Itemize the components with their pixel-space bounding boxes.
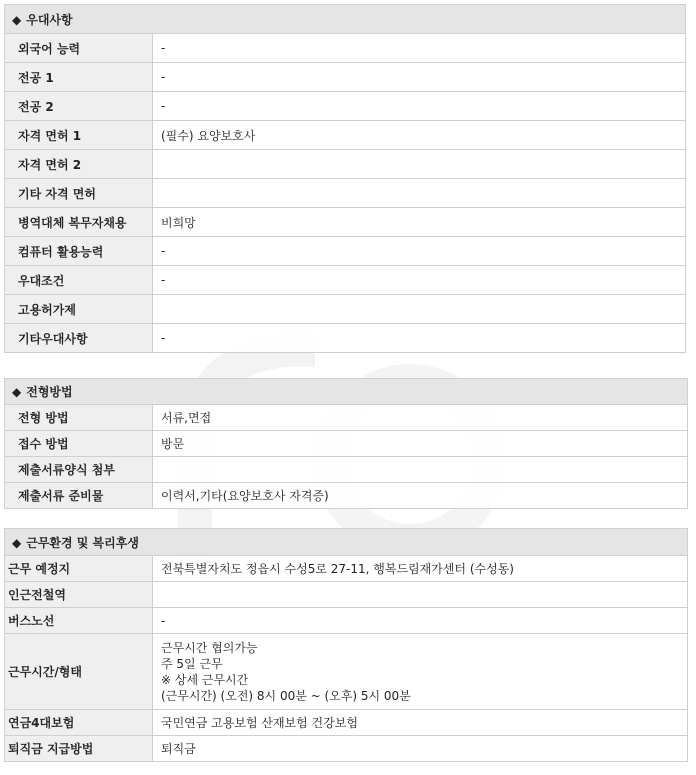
row-value: - — [153, 324, 686, 353]
row-label: 근무 예정지 — [5, 556, 153, 582]
row-value — [153, 582, 688, 608]
row-label: 근무시간/형태 — [5, 634, 153, 710]
row-label: 전형 방법 — [5, 405, 153, 431]
selection-method-table — [4, 378, 688, 509]
row-label: 기타 자격 면허 — [5, 179, 153, 208]
table-row — [5, 710, 688, 736]
row-label: 버스노선 — [5, 608, 153, 634]
row-label: 병역대체 복무자채용 — [5, 208, 153, 237]
table-row — [5, 431, 688, 457]
table-row — [5, 483, 688, 509]
row-value — [153, 634, 688, 710]
table-row — [5, 92, 686, 121]
row-label: 기타우대사항 — [5, 324, 153, 353]
diamond-icon: ◆ — [12, 385, 22, 399]
row-label: 외국어 능력 — [5, 34, 153, 63]
row-value — [153, 457, 688, 483]
row-value: 비희망 — [153, 208, 686, 237]
row-label: 제출서류양식 첨부 — [5, 457, 153, 483]
row-label: 제출서류 준비물 — [5, 483, 153, 509]
row-value: 국민연금 고용보험 산재보험 건강보험 — [153, 710, 688, 736]
table-row — [5, 208, 686, 237]
table-row — [5, 457, 688, 483]
row-label: 컴퓨터 활용능력 — [5, 237, 153, 266]
section-header-selection — [5, 379, 688, 405]
row-label: 자격 면허 1 — [5, 121, 153, 150]
row-value: - — [153, 266, 686, 295]
section-header-preferences — [5, 5, 686, 34]
row-label: 전공 1 — [5, 63, 153, 92]
row-label: 전공 2 — [5, 92, 153, 121]
table-row — [5, 237, 686, 266]
table-row — [5, 63, 686, 92]
table-row — [5, 405, 688, 431]
row-value — [153, 295, 686, 324]
table-row — [5, 556, 688, 582]
row-value: 서류,면접 — [153, 405, 688, 431]
work-hours-line: ※ 상세 근무시간 — [161, 672, 249, 687]
row-label: 퇴직금 지급방법 — [5, 736, 153, 762]
table-row — [5, 179, 686, 208]
row-value: (필수) 요양보호사 — [153, 121, 686, 150]
row-label: 접수 방법 — [5, 431, 153, 457]
row-value: - — [153, 237, 686, 266]
table-row — [5, 736, 688, 762]
diamond-icon: ◆ — [12, 535, 22, 550]
row-value — [153, 179, 686, 208]
row-value: 방문 — [153, 431, 688, 457]
table-row — [5, 266, 686, 295]
section-title: 전형방법 — [26, 385, 73, 399]
row-value: 전북특별자치도 정읍시 수성5로 27-11, 행복드림재가센터 (수성동) — [153, 556, 688, 582]
table-row — [5, 582, 688, 608]
row-label: 자격 면허 2 — [5, 150, 153, 179]
row-value: - — [153, 63, 686, 92]
table-row — [5, 324, 686, 353]
work-hours-line: 주 5일 근무 — [161, 656, 223, 671]
table-row — [5, 150, 686, 179]
table-row — [5, 634, 688, 710]
row-label: 연금4대보험 — [5, 710, 153, 736]
row-value: - — [153, 92, 686, 121]
row-value: - — [153, 608, 688, 634]
table-row — [5, 34, 686, 63]
row-label: 우대조건 — [5, 266, 153, 295]
work-hours-line: 근무시간 협의가능 — [161, 640, 258, 655]
table-row — [5, 121, 686, 150]
row-label: 인근전철역 — [5, 582, 153, 608]
preferences-table — [4, 4, 686, 353]
row-value: 퇴직금 — [153, 736, 688, 762]
section-title: 근무환경 및 복리후생 — [26, 535, 139, 550]
diamond-icon: ◆ — [12, 12, 22, 27]
row-value: - — [153, 34, 686, 63]
table-row — [5, 295, 686, 324]
work-environment-table — [4, 528, 688, 762]
row-value — [153, 150, 686, 179]
row-value: 이력서,기타(요양보호사 자격증) — [153, 483, 688, 509]
table-row — [5, 608, 688, 634]
section-title: 우대사항 — [26, 12, 73, 27]
row-label: 고용허가제 — [5, 295, 153, 324]
section-header-work-environment — [5, 529, 688, 556]
work-hours-line: (근무시간) (오전) 8시 00분 ~ (오후) 5시 00분 — [161, 688, 411, 703]
